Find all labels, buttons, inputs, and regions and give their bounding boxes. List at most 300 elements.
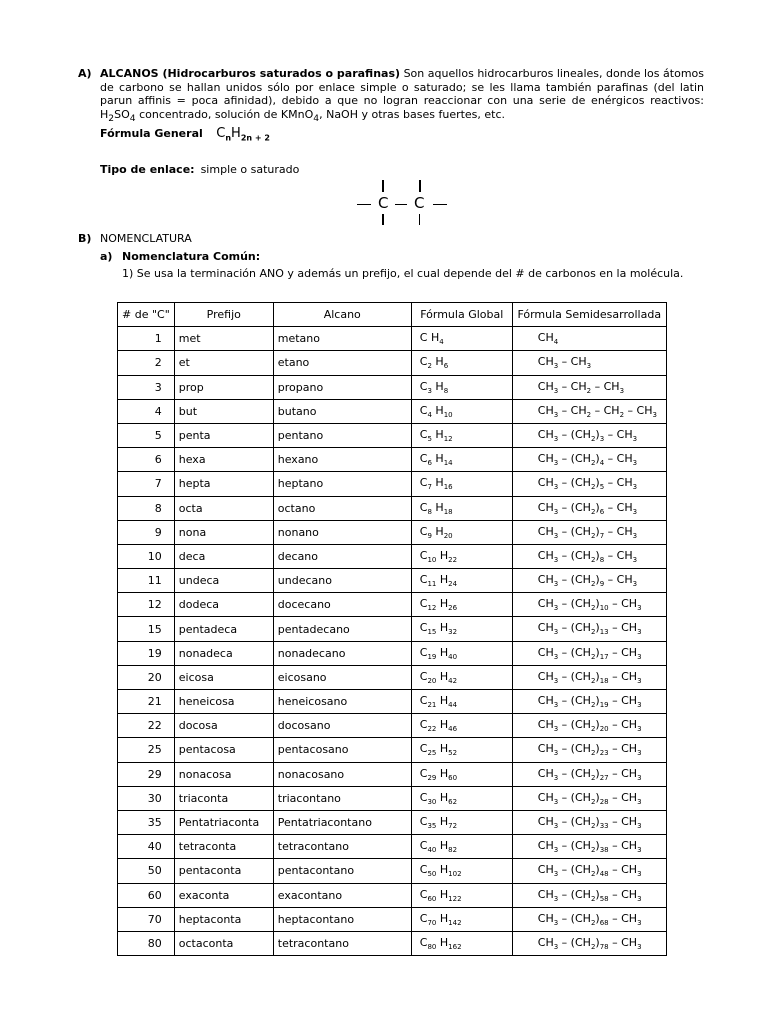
semi-repeat-count: 28 <box>599 797 609 806</box>
section-a-paragraph <box>100 67 704 125</box>
global-formula-cell <box>411 883 512 907</box>
formula-h: H <box>436 548 449 562</box>
formula-c-sub: 7 <box>427 483 432 492</box>
global-formula-cell <box>411 472 512 496</box>
formula-c-sub: 8 <box>427 507 432 516</box>
formula-c: C <box>419 476 428 490</box>
semi-sub-c: 3 <box>632 580 638 589</box>
prefix-cell: docosa <box>174 714 273 738</box>
semi-sub-2: 2 <box>586 386 592 395</box>
header-prefix: Prefijo <box>174 303 273 327</box>
semi-mid: – (CH <box>558 887 591 901</box>
semi-sub-c: 3 <box>637 846 642 855</box>
semi-close: ) <box>595 766 600 780</box>
formula-h: H <box>436 573 449 587</box>
formula-c-sub: 30 <box>427 797 437 806</box>
formula-h: H <box>431 500 444 514</box>
semi-sub-b: 2 <box>590 773 596 782</box>
general-formula <box>100 126 270 143</box>
table-row <box>118 762 667 786</box>
global-formula-cell <box>411 762 512 786</box>
semi-end: – CH <box>608 911 638 925</box>
semi-sub-1: 3 <box>553 410 559 419</box>
formula-h: H <box>231 126 241 141</box>
formula-h-sub: 32 <box>448 628 458 637</box>
carbon-count-cell: 21 <box>118 690 175 714</box>
semi-sub-a: 3 <box>553 701 559 710</box>
semi-mid: – (CH <box>558 863 591 877</box>
alkane-name-cell: heneicosano <box>273 690 411 714</box>
global-formula-cell <box>411 569 512 593</box>
carbon-count-cell: 20 <box>118 665 175 689</box>
subsection-a-letter: a) <box>100 250 113 263</box>
semi-formula-cell <box>512 569 666 593</box>
prefix-cell: hepta <box>174 472 273 496</box>
semi-mid: – (CH <box>558 500 591 514</box>
semi-sub-a: 3 <box>553 556 559 565</box>
semi-ch3-a: CH <box>537 935 554 949</box>
carbon-count-cell: 15 <box>118 617 175 641</box>
prefix-cell: triaconta <box>174 786 273 810</box>
semi-formula-cell <box>512 714 666 738</box>
formula-h-sub: 26 <box>448 604 458 613</box>
formula-h-sub: 42 <box>448 677 458 685</box>
semi-close: ) <box>595 694 600 707</box>
semi-formula-cell <box>512 520 666 544</box>
semi-sub-b: 2 <box>590 483 596 492</box>
semi-repeat-count: 3 <box>599 435 605 444</box>
semi-sub-b: 2 <box>590 725 596 734</box>
semi-ch3-a: CH <box>537 694 554 707</box>
semi-ch3-a: CH <box>537 766 554 780</box>
semi-formula-cell <box>512 859 666 883</box>
formula-c: C <box>419 694 428 707</box>
formula-h-sub: 122 <box>448 894 462 903</box>
semi-sub-b: 2 <box>590 797 596 806</box>
semi-sub-b: 2 <box>590 894 596 903</box>
global-formula-cell <box>411 593 512 617</box>
carbon-count-cell: 6 <box>118 448 175 472</box>
semi-ch3-a: CH <box>537 597 554 611</box>
formula-c-sub: 9 <box>427 531 432 540</box>
semi-sub-a: 3 <box>553 483 559 492</box>
semi-end: – CH <box>604 548 633 562</box>
prefix-cell: pentadeca <box>174 617 273 641</box>
semi-mid: – (CH <box>558 935 591 949</box>
semi-close: ) <box>595 790 600 804</box>
table-row <box>118 399 667 423</box>
table-row <box>118 810 667 834</box>
global-formula-cell <box>411 351 512 375</box>
formula-c: C <box>419 355 428 369</box>
formula-h: H <box>436 621 449 635</box>
semi-part-1: CH <box>537 331 554 345</box>
global-formula-cell <box>411 835 512 859</box>
table-row <box>118 641 667 665</box>
carbon-count-cell: 70 <box>118 907 175 931</box>
semi-formula-cell <box>512 351 666 375</box>
semi-sub-a: 3 <box>553 459 559 468</box>
prefix-cell: nonacosa <box>174 762 273 786</box>
semi-sub-b: 2 <box>590 822 596 831</box>
semi-close: ) <box>595 814 600 828</box>
semi-repeat-count: 13 <box>599 628 609 637</box>
semi-ch3-a: CH <box>537 621 554 635</box>
carbon-count-cell: 5 <box>118 423 175 447</box>
section-a-text-2: concentrado, solución de KMnO <box>135 107 314 121</box>
semi-part-4: – CH <box>624 403 653 417</box>
semi-mid: – (CH <box>558 718 591 732</box>
semi-mid: – (CH <box>558 814 591 828</box>
semi-repeat-count: 38 <box>599 846 609 855</box>
formula-c: C <box>419 863 428 877</box>
formula-c: C <box>419 645 428 659</box>
table-row <box>118 690 667 714</box>
global-formula-cell <box>411 931 512 955</box>
prefix-cell: penta <box>174 423 273 447</box>
formula-c: C <box>419 452 428 466</box>
semi-repeat-count: 4 <box>599 459 605 468</box>
semi-formula-cell <box>512 665 666 689</box>
semi-sub-c: 3 <box>637 773 642 782</box>
semi-sub-b: 2 <box>590 604 596 613</box>
semi-sub-c: 3 <box>637 894 642 903</box>
formula-c-sub: 22 <box>427 725 437 734</box>
semi-sub-a: 3 <box>553 604 559 613</box>
semi-formula-cell <box>512 496 666 520</box>
semi-sub-1: 4 <box>553 338 559 347</box>
formula-c-sub: 4 <box>427 410 432 419</box>
carbon-count-cell: 30 <box>118 786 175 810</box>
semi-formula-cell <box>512 835 666 859</box>
semi-mid: – (CH <box>558 645 591 659</box>
semi-formula-cell <box>512 375 666 399</box>
formula-h-sub: 4 <box>439 338 444 347</box>
prefix-cell: tetraconta <box>174 835 273 859</box>
formula-h-sub: 46 <box>448 725 458 734</box>
header-global-formula: Fórmula Global <box>411 303 512 327</box>
alkane-name-cell: etano <box>273 351 411 375</box>
semi-mid: – (CH <box>558 669 591 683</box>
prefix-cell: eicosa <box>174 665 273 689</box>
global-formula-cell <box>411 665 512 689</box>
prefix-cell: octaconta <box>174 931 273 955</box>
semi-close: ) <box>595 427 600 441</box>
formula-h-sub: 52 <box>448 749 458 758</box>
formula-h-sub: 20 <box>443 531 453 540</box>
semi-ch3-a: CH <box>537 524 554 538</box>
global-formula-cell <box>411 544 512 568</box>
carbon-count-cell: 22 <box>118 714 175 738</box>
alkane-name-cell: nonacosano <box>273 762 411 786</box>
formula-h: H <box>431 379 444 393</box>
semi-repeat-count: 78 <box>599 943 609 952</box>
prefix-cell: heneicosa <box>174 690 273 714</box>
semi-sub-a: 3 <box>553 846 559 855</box>
formula-c: C <box>419 573 428 587</box>
prefix-cell: exaconta <box>174 883 273 907</box>
semi-sub-a: 3 <box>553 507 559 516</box>
formula-c: C <box>216 126 226 141</box>
alkane-name-cell: decano <box>273 544 411 568</box>
semi-part-2: – CH <box>558 403 587 417</box>
formula-h: H <box>436 911 449 925</box>
semi-end: – CH <box>608 839 638 853</box>
semi-ch3-a: CH <box>537 814 554 828</box>
alkane-name-cell: pentacontano <box>273 859 411 883</box>
formula-n: n <box>225 133 232 143</box>
table-row <box>118 617 667 641</box>
semi-close: ) <box>595 597 600 611</box>
semi-sub-a: 3 <box>553 918 559 927</box>
alkane-name-cell: docosano <box>273 714 411 738</box>
formula-h: H <box>436 839 449 853</box>
formula-c: C <box>419 814 428 828</box>
semi-end: – CH <box>608 645 638 659</box>
semi-repeat-count: 58 <box>599 894 609 903</box>
formula-c-sub: 60 <box>427 894 437 903</box>
semi-formula-cell <box>512 423 666 447</box>
carbon-count-cell: 80 <box>118 931 175 955</box>
formula-c: C <box>419 790 428 804</box>
global-formula-cell <box>411 859 512 883</box>
formula-h: H <box>431 403 444 417</box>
carbon-count-cell: 9 <box>118 520 175 544</box>
formula-h: H <box>430 331 440 345</box>
table-row <box>118 448 667 472</box>
formula-c: C <box>419 403 428 417</box>
formula-h: H <box>436 887 449 901</box>
bond-middle <box>395 204 407 205</box>
table-row <box>118 423 667 447</box>
semi-sub-a: 3 <box>553 652 559 661</box>
semi-sub-b: 2 <box>590 556 596 565</box>
global-formula-cell <box>411 907 512 931</box>
header-carbon-count: # de "C" <box>118 303 175 327</box>
semi-end: – CH <box>604 452 633 466</box>
semi-sub-a: 3 <box>553 943 559 952</box>
bond-type-value: simple o saturado <box>200 163 300 176</box>
formula-h: H <box>436 814 449 828</box>
semi-sub-c: 3 <box>632 483 638 492</box>
semi-end: – CH <box>608 694 638 707</box>
formula-c-sub: 11 <box>427 580 437 589</box>
so-text: SO <box>114 107 130 121</box>
table-header-row <box>118 303 667 327</box>
formula-h-sub: 60 <box>448 773 458 782</box>
section-b-title: NOMENCLATURA <box>100 232 192 245</box>
semi-end: – CH <box>608 766 638 780</box>
global-formula-cell <box>411 375 512 399</box>
alkane-table <box>117 302 667 956</box>
formula-c-sub: 35 <box>427 822 437 831</box>
prefix-cell: hexa <box>174 448 273 472</box>
semi-mid: – (CH <box>558 790 591 804</box>
semi-sub-c: 3 <box>632 459 638 468</box>
semi-repeat-count: 27 <box>599 773 609 782</box>
semi-sub-a: 3 <box>553 580 559 589</box>
formula-h: H <box>431 427 444 441</box>
semi-sub-2: 2 <box>586 410 592 419</box>
alkane-name-cell: Pentatriacontano <box>273 810 411 834</box>
formula-c-sub: 10 <box>427 556 437 565</box>
formula-h: H <box>431 524 444 538</box>
alkane-name-cell: butano <box>273 399 411 423</box>
carbon-count-cell: 10 <box>118 544 175 568</box>
semi-sub-b: 2 <box>590 918 596 927</box>
bond-type <box>100 163 299 176</box>
formula-c: C <box>419 427 428 441</box>
semi-ch3-a: CH <box>537 790 554 804</box>
kmno4-sub: 4 <box>313 112 320 124</box>
semi-close: ) <box>595 887 600 901</box>
prefix-cell: heptaconta <box>174 907 273 931</box>
semi-sub-a: 3 <box>553 870 559 879</box>
carbon-count-cell: 25 <box>118 738 175 762</box>
table-row <box>118 593 667 617</box>
semi-close: ) <box>595 452 600 466</box>
formula-h: H <box>436 645 449 659</box>
semi-formula-cell <box>512 399 666 423</box>
semi-mid: – (CH <box>558 839 591 853</box>
prefix-cell: prop <box>174 375 273 399</box>
semi-mid: – (CH <box>558 427 591 441</box>
prefix-cell: nona <box>174 520 273 544</box>
formula-h: H <box>436 790 449 804</box>
semi-repeat-count: 20 <box>599 725 609 734</box>
semi-formula-cell <box>512 617 666 641</box>
semi-sub-b: 2 <box>590 749 596 758</box>
semi-ch3-a: CH <box>537 645 554 659</box>
semi-sub-a: 3 <box>553 531 559 540</box>
semi-end: – CH <box>608 887 638 901</box>
section-a-title: ALCANOS (Hidrocarburos saturados o parafinas) <box>100 67 401 80</box>
alkane-name-cell: undecano <box>273 569 411 593</box>
semi-sub-a: 3 <box>553 797 559 806</box>
semi-sub-b: 2 <box>590 677 596 685</box>
semi-part-2: – CH <box>558 355 587 369</box>
table-row <box>118 907 667 931</box>
bond-top-2 <box>419 180 421 192</box>
semi-part-3: – CH <box>591 403 620 417</box>
semi-formula-cell <box>512 544 666 568</box>
formula-h-sub: 82 <box>448 846 458 855</box>
semi-sub-c: 3 <box>637 604 642 613</box>
semi-formula-cell <box>512 472 666 496</box>
semi-mid: – (CH <box>558 597 591 611</box>
formula-c: C <box>419 766 428 780</box>
semi-formula-cell <box>512 907 666 931</box>
bond-type-label: Tipo de enlace: <box>100 163 195 176</box>
formula-h-sub: 40 <box>448 652 458 661</box>
semi-end: – CH <box>608 718 638 732</box>
carbon-structure-diagram <box>355 178 455 226</box>
formula-c: C <box>419 597 428 611</box>
global-formula-cell <box>411 714 512 738</box>
carbon-count-cell: 11 <box>118 569 175 593</box>
carbon-count-cell: 19 <box>118 641 175 665</box>
prefix-cell: et <box>174 351 273 375</box>
semi-formula-cell <box>512 931 666 955</box>
table-row <box>118 786 667 810</box>
semi-sub-3: 3 <box>619 386 625 395</box>
semi-sub-b: 2 <box>590 507 596 516</box>
formula-c-sub: 70 <box>427 918 437 927</box>
formula-c: C <box>419 742 428 756</box>
carbon-1: C <box>378 194 389 212</box>
semi-sub-c: 3 <box>637 943 642 952</box>
table-row <box>118 859 667 883</box>
semi-mid: – (CH <box>558 476 591 490</box>
formula-h: H <box>436 597 449 611</box>
semi-sub-c: 3 <box>637 918 642 927</box>
table-row <box>118 496 667 520</box>
semi-formula-cell <box>512 690 666 714</box>
semi-sub-b: 2 <box>590 531 596 540</box>
formula-c-sub: 20 <box>427 677 437 685</box>
semi-sub-c: 3 <box>637 822 642 831</box>
semi-formula-cell <box>512 593 666 617</box>
table-row <box>118 738 667 762</box>
formula-c: C <box>419 331 431 345</box>
carbon-count-cell: 40 <box>118 835 175 859</box>
semi-sub-4: 3 <box>652 410 657 419</box>
semi-repeat-count: 6 <box>599 507 605 516</box>
h2-sub: 2 <box>108 112 115 124</box>
prefix-cell: but <box>174 399 273 423</box>
semi-sub-a: 3 <box>553 725 559 734</box>
semi-close: ) <box>595 573 600 587</box>
carbon-count-cell: 3 <box>118 375 175 399</box>
global-formula-cell <box>411 738 512 762</box>
semi-end: – CH <box>608 621 638 635</box>
formula-c-sub: 29 <box>427 773 437 782</box>
prefix-cell: met <box>174 327 273 351</box>
table-row <box>118 569 667 593</box>
alkane-name-cell: exacontano <box>273 883 411 907</box>
header-semi-formula: Fórmula Semidesarrollada <box>512 303 666 327</box>
carbon-count-cell: 4 <box>118 399 175 423</box>
carbon-count-cell: 50 <box>118 859 175 883</box>
semi-formula-cell <box>512 448 666 472</box>
global-formula-cell <box>411 810 512 834</box>
semi-ch3-a: CH <box>537 911 554 925</box>
global-formula-cell <box>411 617 512 641</box>
formula-h: H <box>436 718 449 732</box>
alkane-name-cell: pentadecano <box>273 617 411 641</box>
alkane-name-cell: tetracontano <box>273 835 411 859</box>
semi-ch3-a: CH <box>537 863 554 877</box>
formula-h-sub: 16 <box>443 483 453 492</box>
semi-close: ) <box>595 548 600 562</box>
semi-close: ) <box>595 669 600 683</box>
formula-c: C <box>419 669 428 683</box>
semi-ch3-a: CH <box>537 452 554 466</box>
global-formula-cell <box>411 690 512 714</box>
carbon-count-cell: 2 <box>118 351 175 375</box>
alkane-name-cell: eicosano <box>273 665 411 689</box>
formula-c: C <box>419 718 428 732</box>
semi-formula-cell <box>512 810 666 834</box>
general-formula-label: Fórmula General <box>100 127 203 140</box>
formula-h-sub: 12 <box>443 435 453 444</box>
semi-ch3-a: CH <box>537 669 554 683</box>
so4-sub: 4 <box>129 112 136 124</box>
semi-close: ) <box>595 935 600 949</box>
semi-end: – CH <box>608 863 638 877</box>
semi-repeat-count: 9 <box>599 580 605 589</box>
prefix-cell: deca <box>174 544 273 568</box>
